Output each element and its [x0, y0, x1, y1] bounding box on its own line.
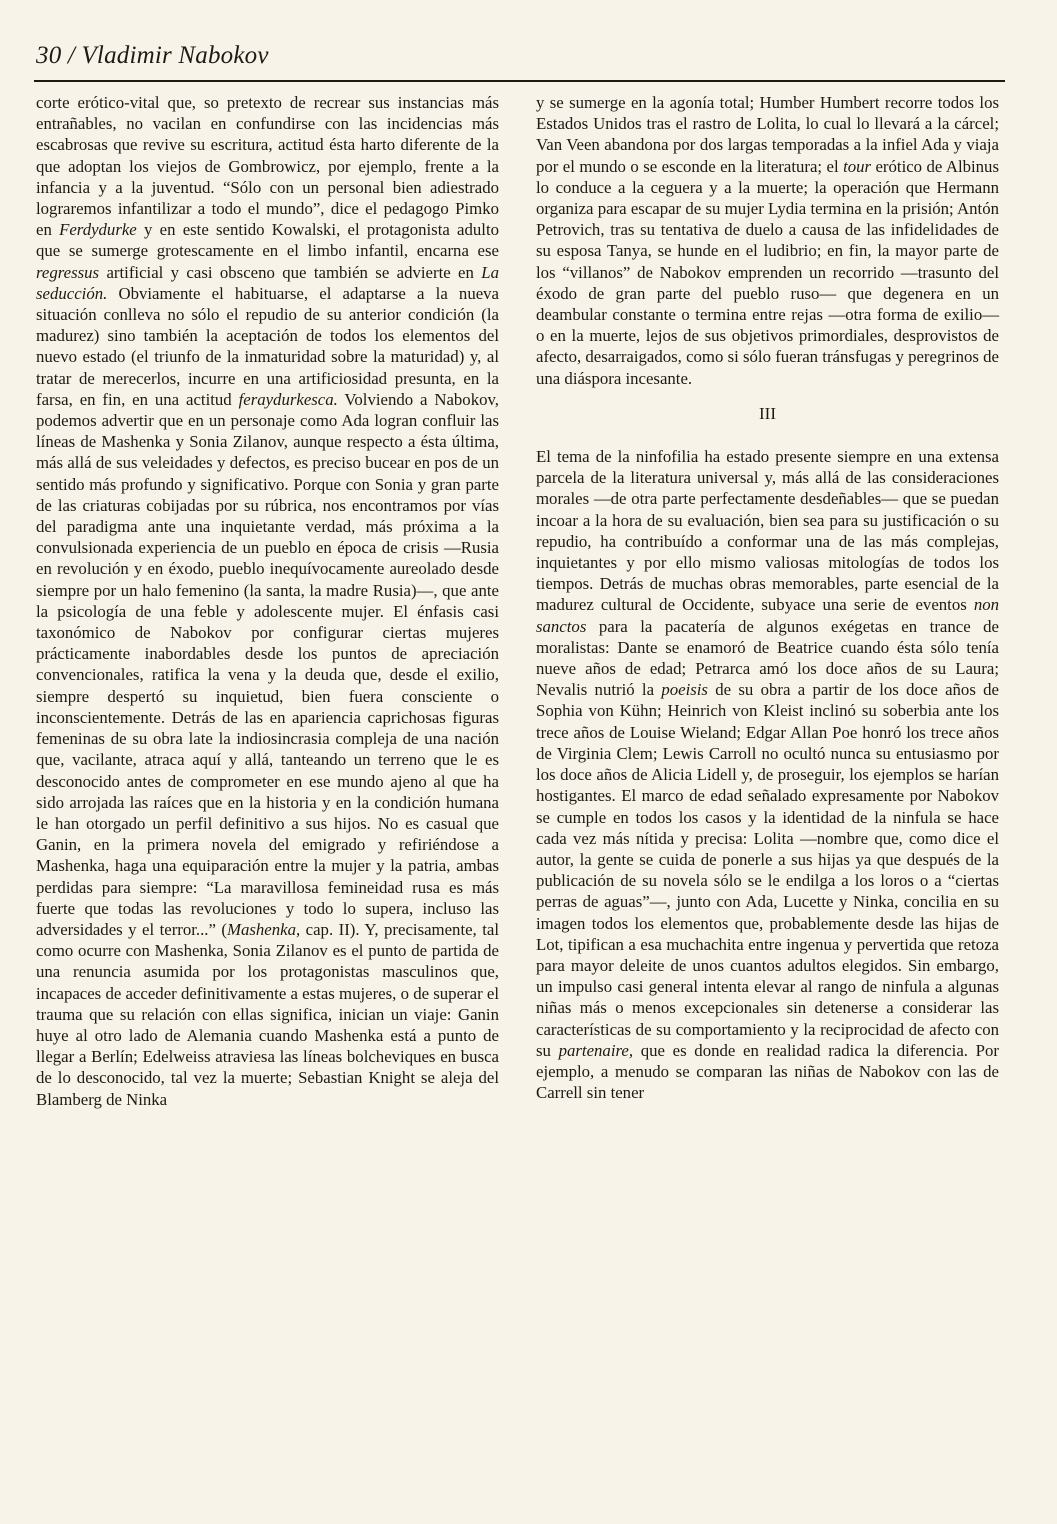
text-run: y se sumerge en la agonía total; Humber Humbert recorre todos los Estados Unidos tras el rastro de Lolita, lo cual lo llevará a la cárcel; Van Veen abandona por dos largas temporadas a la infiel Ada y viaja por el mundo o se esconde en la literatura; el	[536, 93, 999, 176]
body-paragraph	[536, 92, 999, 389]
italic-term: regressus	[36, 262, 100, 282]
section-number: III	[759, 403, 776, 423]
text-run: y en este sentido Kowalski, el protagonista adulto que se sumerge grotescamente en el limbo infantil, encarna ese	[36, 220, 499, 261]
italic-term: non sanctos	[536, 595, 999, 636]
text-run: Obviamente el habituarse, el adaptarse a la nueva situación conlleva no sólo el repudio de su anterior condición (la madurez) sino también la aceptación de todos los elementos del nuevo estado (el triunfo de la inmaturidad sobre la maturidad) y, al tratar de merecerlos, incurre en una artificiosidad presunta, en la farsa, en fin, en una actitud	[36, 283, 499, 409]
body-paragraph	[36, 92, 499, 1110]
italic-title: La seducción.	[36, 262, 499, 303]
text-run: cap. II). Y, precisamente, tal como ocurre con Mashenka, Sonia Zilanov es el punto de partida de una renuncia asumida por los protagonistas masculinos que, incapaces de acceder definitivamente a estas mujeres, o de superar el trauma que su relación con ellas significa, inician un viaje: Ganin huye al otro lado de Alemania cuando Mashenka está a punto de llegar a Berlín; Edelweiss atraviesa las líneas bolcheviques en busca de lo desconocido, tal vez la muerte; Sebastian Knight se aleja del Blamberg de Ninka	[36, 919, 499, 1109]
text-run: para la pacatería de algunos exégetas en trance de moralistas: Dante se enamoró de Beatrice cuando ésta sólo tenía nueve años de edad; Petrarca amó los doce años de su Laura; Nevalis nutrió la	[536, 616, 999, 700]
body-paragraph	[536, 446, 999, 1103]
running-header: 30 / Vladimir Nabokov	[36, 42, 269, 69]
italic-title: Ferdydurke	[59, 220, 137, 240]
text-run: artificial y casi obsceno que también se advierte en	[99, 262, 482, 282]
text-run: corte erótico-vital que, so pretexto de recrear sus instancias más entrañables, no vacilan en confundirse con las incidencias más escabrosas que revive su escritura, actitud ésta harto diferente de la que adoptan los viejos de Gombrowicz, por ejemplo, frente a la infancia y a la juventud. “Sólo con un personal bien adiestrado lograremos infantilizar a todo el mundo”, dice el pedagogo Pimko en	[36, 93, 499, 240]
italic-term: poeisis	[661, 680, 708, 700]
left-column	[36, 92, 499, 1110]
italic-term: partenaire,	[558, 1040, 634, 1060]
italic-term: feraydurkesca.	[238, 389, 338, 409]
text-run: El tema de la ninfofilia ha estado presente siempre en una extensa parcela de la literatura universal y, más allá de las consideraciones morales —de otra parte perfectamente desdeñables— que se puedan incoar a la hora de su evaluación, bien sea para su justificación o su repudio, ha contribuído a conformar una de las más complejas, inquietantes y por ello mismo valiosas mitologías de todos los tiempos. Detrás de muchas obras memorables, parte esencial de la madurez cultural de Occidente, subyace una serie de eventos	[536, 447, 999, 615]
text-run: que es donde en realidad radica la diferencia. Por ejemplo, a menudo se comparan las niñas de Nabokov con las de Carrell sin tener	[536, 1040, 999, 1103]
italic-term: tour	[843, 156, 872, 176]
text-run: Volviendo a Nabokov, podemos advertir que en un personaje como Ada logran confluir las líneas de Mashenka y Sonia Zilanov, aunque respecto a ésta última, más allá de sus veleidades y defectos, es preciso bucear en pos de un sentido más profundo y significativo. Porque con Sonia y gran parte de las criaturas cobijadas por su rúbrica, nos encontramos por vías del paradigma ante una inquietante verdad, más próxima a la convulsionada experiencia de un pueblo en época de crisis —Rusia en revolución y en éxodo, pueblo inequívocamente aureolado desde siempre por un halo femenino (la santa, la madre Rusia)—, que ante la psicología de una feble y adolescente mujer. El énfasis casi taxonómico de Nabokov por configurar ciertas mujeres prácticamente inabordables desde los puntos de apreciación convencionales, ratifica la vena y la deuda que, desde el exilio, siempre despertó su inquietud, bien fuera consciente o inconscientemente. Detrás de las en apariencia caprichosas figuras femeninas de su obra late la indiosincrasia compleja de una nación que, vacilante, atraca aquí y allá, tanteando un terreno que le es desconocido antes de comprometer en ese mundo ajeno al que ha sido arrojada las raíces que en la historia y en la condición humana le han otorgado un perfil definitivo a sus hijos. No es casual que Ganin, en la primera novela del emigrado y refiriéndose a Mashenka, haga una equiparación entre la mujer y la patria, ambas perdidas para siempre: “La maravillosa femineidad rusa es más fuerte que todas las revoluciones y todo lo supera, incluso las adversidades y el terror...” (	[36, 389, 499, 939]
right-column	[536, 92, 999, 1103]
italic-title: Mashenka,	[227, 919, 301, 939]
text-run: de su obra a partir de los doce años de Sophia von Kühn; Heinrich von Kleist inclinó su soberbia ante los trece años de Louise Wieland; Edgar Allan Poe honró los trece años de Virginia Clem; Lewis Carroll no ocultó nunca su entusiasmo por los doce años de Alicia Lidell y, de proseguir, los ejemplos se harían hostigantes. El marco de edad señalado expresamente por Nabokov se cumple en todos los casos y la identidad de la ninfula se hace cada vez más nítida y precisa: Lolita —nombre que, como dice el autor, la gente se cuida de ponerle a sus hijas ya que después de la publicación de su novela sólo se le endilga a los loros o a “ciertas perras de aguas”—, junto con Ada, Lucette y Ninka, concilia en su imagen todos los elementos que, probablemente desde las hijas de Lot, tipifican a esa muchachita entre ingenua y pervertida que retoza para mayor deleite de unos cuantos adultos elegidos. Sin embargo, un impulso casi general intenta elevar al rango de ninfula a algunas niñas más o menos excepcionales sin detenerse a considerar las características de su comportamiento y la reciprocidad de afecto con su	[536, 680, 999, 1060]
text-run: erótico de Albinus lo conduce a la ceguera y a la muerte; la operación que Hermann organiza para escapar de su mujer Lydia termina en la prisión; Antón Petrovich, tras su tentativa de duelo a causa de las infidelidades de su esposa Tanya, se hunde en el ludibrio; en fin, la mayor parte de los “villanos” de Nabokov emprenden un recorrido —trasunto del éxodo de gran parte del pueblo ruso— que degenera en un deambular constante o termina entre rejas —otra forma de exilio— o en la muerte, lejos de sus objetivos primordiales, desprovistos de afecto, desarraigados, como si sólo fueran tránsfugas y peregrinos de una diáspora incesante.	[536, 156, 999, 388]
header-rule	[34, 80, 1005, 82]
